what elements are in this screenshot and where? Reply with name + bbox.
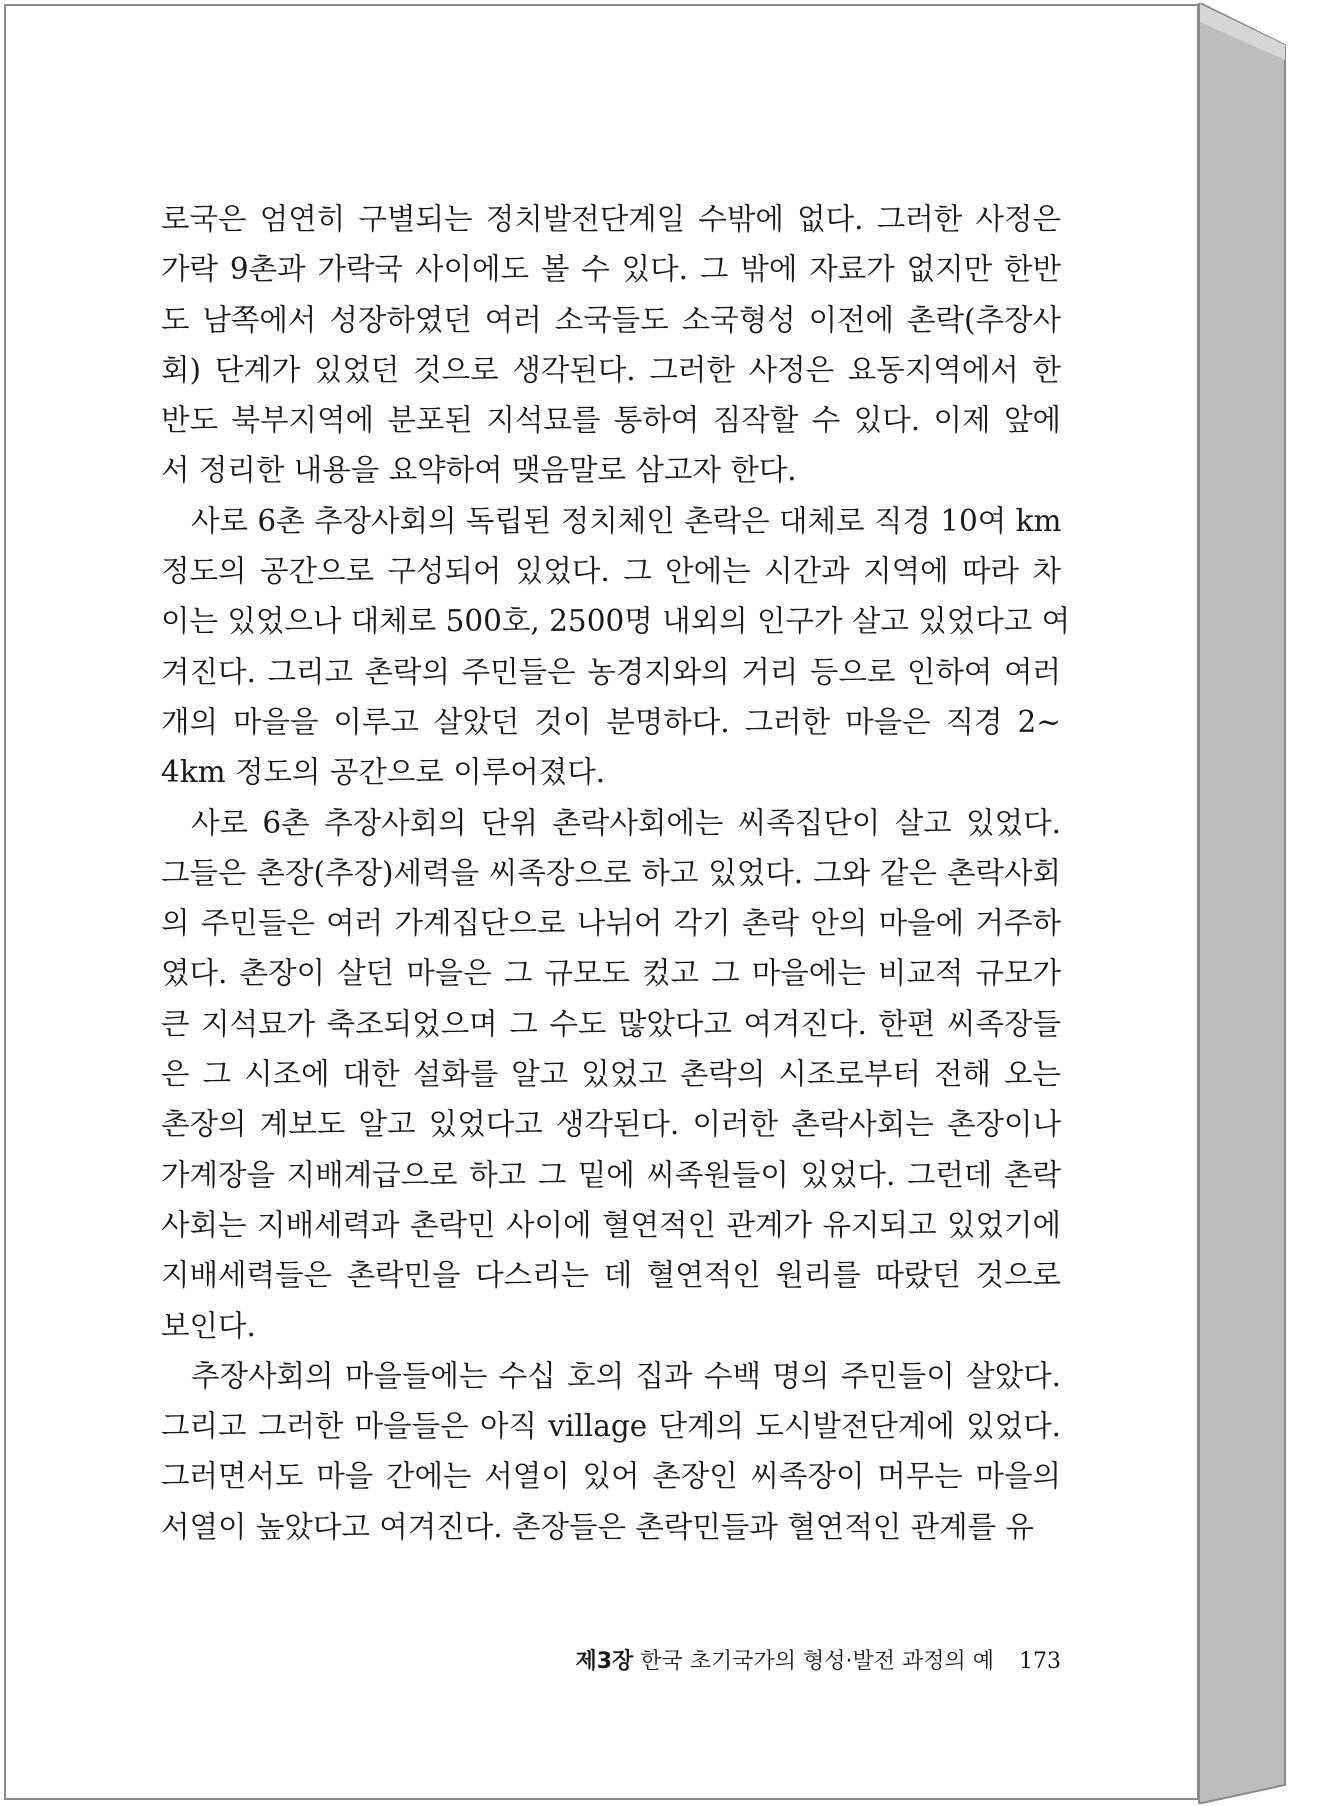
text-line: 사회는 지배세력과 촌락민 사이에 혈연적인 관계가 유지되고 있었기에 <box>161 1207 1061 1242</box>
text-line: 서열이 높았다고 여겨진다. 촌장들은 촌락민들과 혈연적인 관계를 유 <box>161 1509 1034 1544</box>
text-line: 그들은 촌장(추장)세력을 씨족장으로 하고 있었다. 그와 같은 촌락사회 <box>161 855 1061 890</box>
text-line: 개의 마을을 이루고 살았던 것이 분명하다. 그러한 마을은 직경 2~ <box>161 704 1061 739</box>
text-line: 도 남쪽에서 성장하였던 여러 소국들도 소국형성 이전에 촌락(추장사 <box>161 302 1061 337</box>
text-line: 촌장의 계보도 알고 있었다고 생각된다. 이러한 촌락사회는 촌장이나 <box>161 1107 1061 1142</box>
text-line: 가계장을 지배계급으로 하고 그 밑에 씨족원들이 있었다. 그런데 촌락 <box>161 1157 1061 1192</box>
text-line: 추장사회의 마을들에는 수십 호의 집과 수백 명의 주민들이 살았다. <box>191 1358 1061 1393</box>
text-line: 이는 있었으나 대체로 500호, 2500명 내외의 인구가 살고 있었다고 여 <box>161 604 1071 639</box>
text-line: 의 주민들은 여러 가계집단으로 나뉘어 각기 촌락 안의 마을에 거주하 <box>161 906 1061 941</box>
spine-face <box>1199 4 1285 1803</box>
text-line: 정도의 공간으로 구성되어 있었다. 그 안에는 시간과 지역에 따라 차 <box>161 554 1061 589</box>
text-line: 겨진다. 그리고 촌락의 주민들은 농경지와의 거리 등으로 인하여 여러 <box>161 654 1061 689</box>
text-line: 회) 단계가 있었던 것으로 생각된다. 그러한 사정은 요동지역에서 한 <box>161 352 1061 387</box>
text-line: 가락 9촌과 가락국 사이에도 볼 수 있다. 그 밖에 자료가 없지만 한반 <box>161 252 1061 287</box>
text-line: 은 그 시조에 대한 설화를 알고 있었고 촌락의 시조로부터 전해 오는 <box>161 1057 1061 1092</box>
chapter-label: 제3장 <box>575 1649 634 1674</box>
text-line: 보인다. <box>161 1308 256 1343</box>
text-line: 서 정리한 내용을 요약하여 맺음말로 삼고자 한다. <box>161 453 797 488</box>
text-line: 지배세력들은 촌락민을 다스리는 데 혈연적인 원리를 따랐던 것으로 <box>161 1258 1061 1293</box>
text-line: 큰 지석묘가 축조되었으며 그 수도 많았다고 여겨진다. 한편 씨족장들 <box>161 1006 1061 1041</box>
text-line: 4km 정도의 공간으로 이루어졌다. <box>161 755 606 790</box>
chapter-title: 한국 초기국가의 형성·발전 과정의 예 <box>640 1649 994 1674</box>
text-line: 로국은 엄연히 구별되는 정치발전단계일 수밖에 없다. 그러한 사정은 <box>161 202 1061 236</box>
text-line: 사로 6촌 추장사회의 독립된 정치체인 촌락은 대체로 직경 10여 km <box>191 503 1062 538</box>
page-number: 173 <box>1019 1649 1061 1674</box>
text-line: 그리고 그러한 마을들은 아직 village 단계의 도시발전단계에 있었다. <box>161 1409 1061 1444</box>
text-line: 사로 6촌 추장사회의 단위 촌락사회에는 씨족집단이 살고 있었다. <box>191 805 1061 840</box>
text-line: 반도 북부지역에 분포된 지석묘를 통하여 짐작할 수 있다. 이제 앞에 <box>161 403 1061 438</box>
text-line: 였다. 촌장이 살던 마을은 그 규모도 컸고 그 마을에는 비교적 규모가 <box>161 956 1061 991</box>
text-line: 그러면서도 마을 간에는 서열이 있어 촌장인 씨족장이 머무는 마을의 <box>161 1459 1061 1494</box>
